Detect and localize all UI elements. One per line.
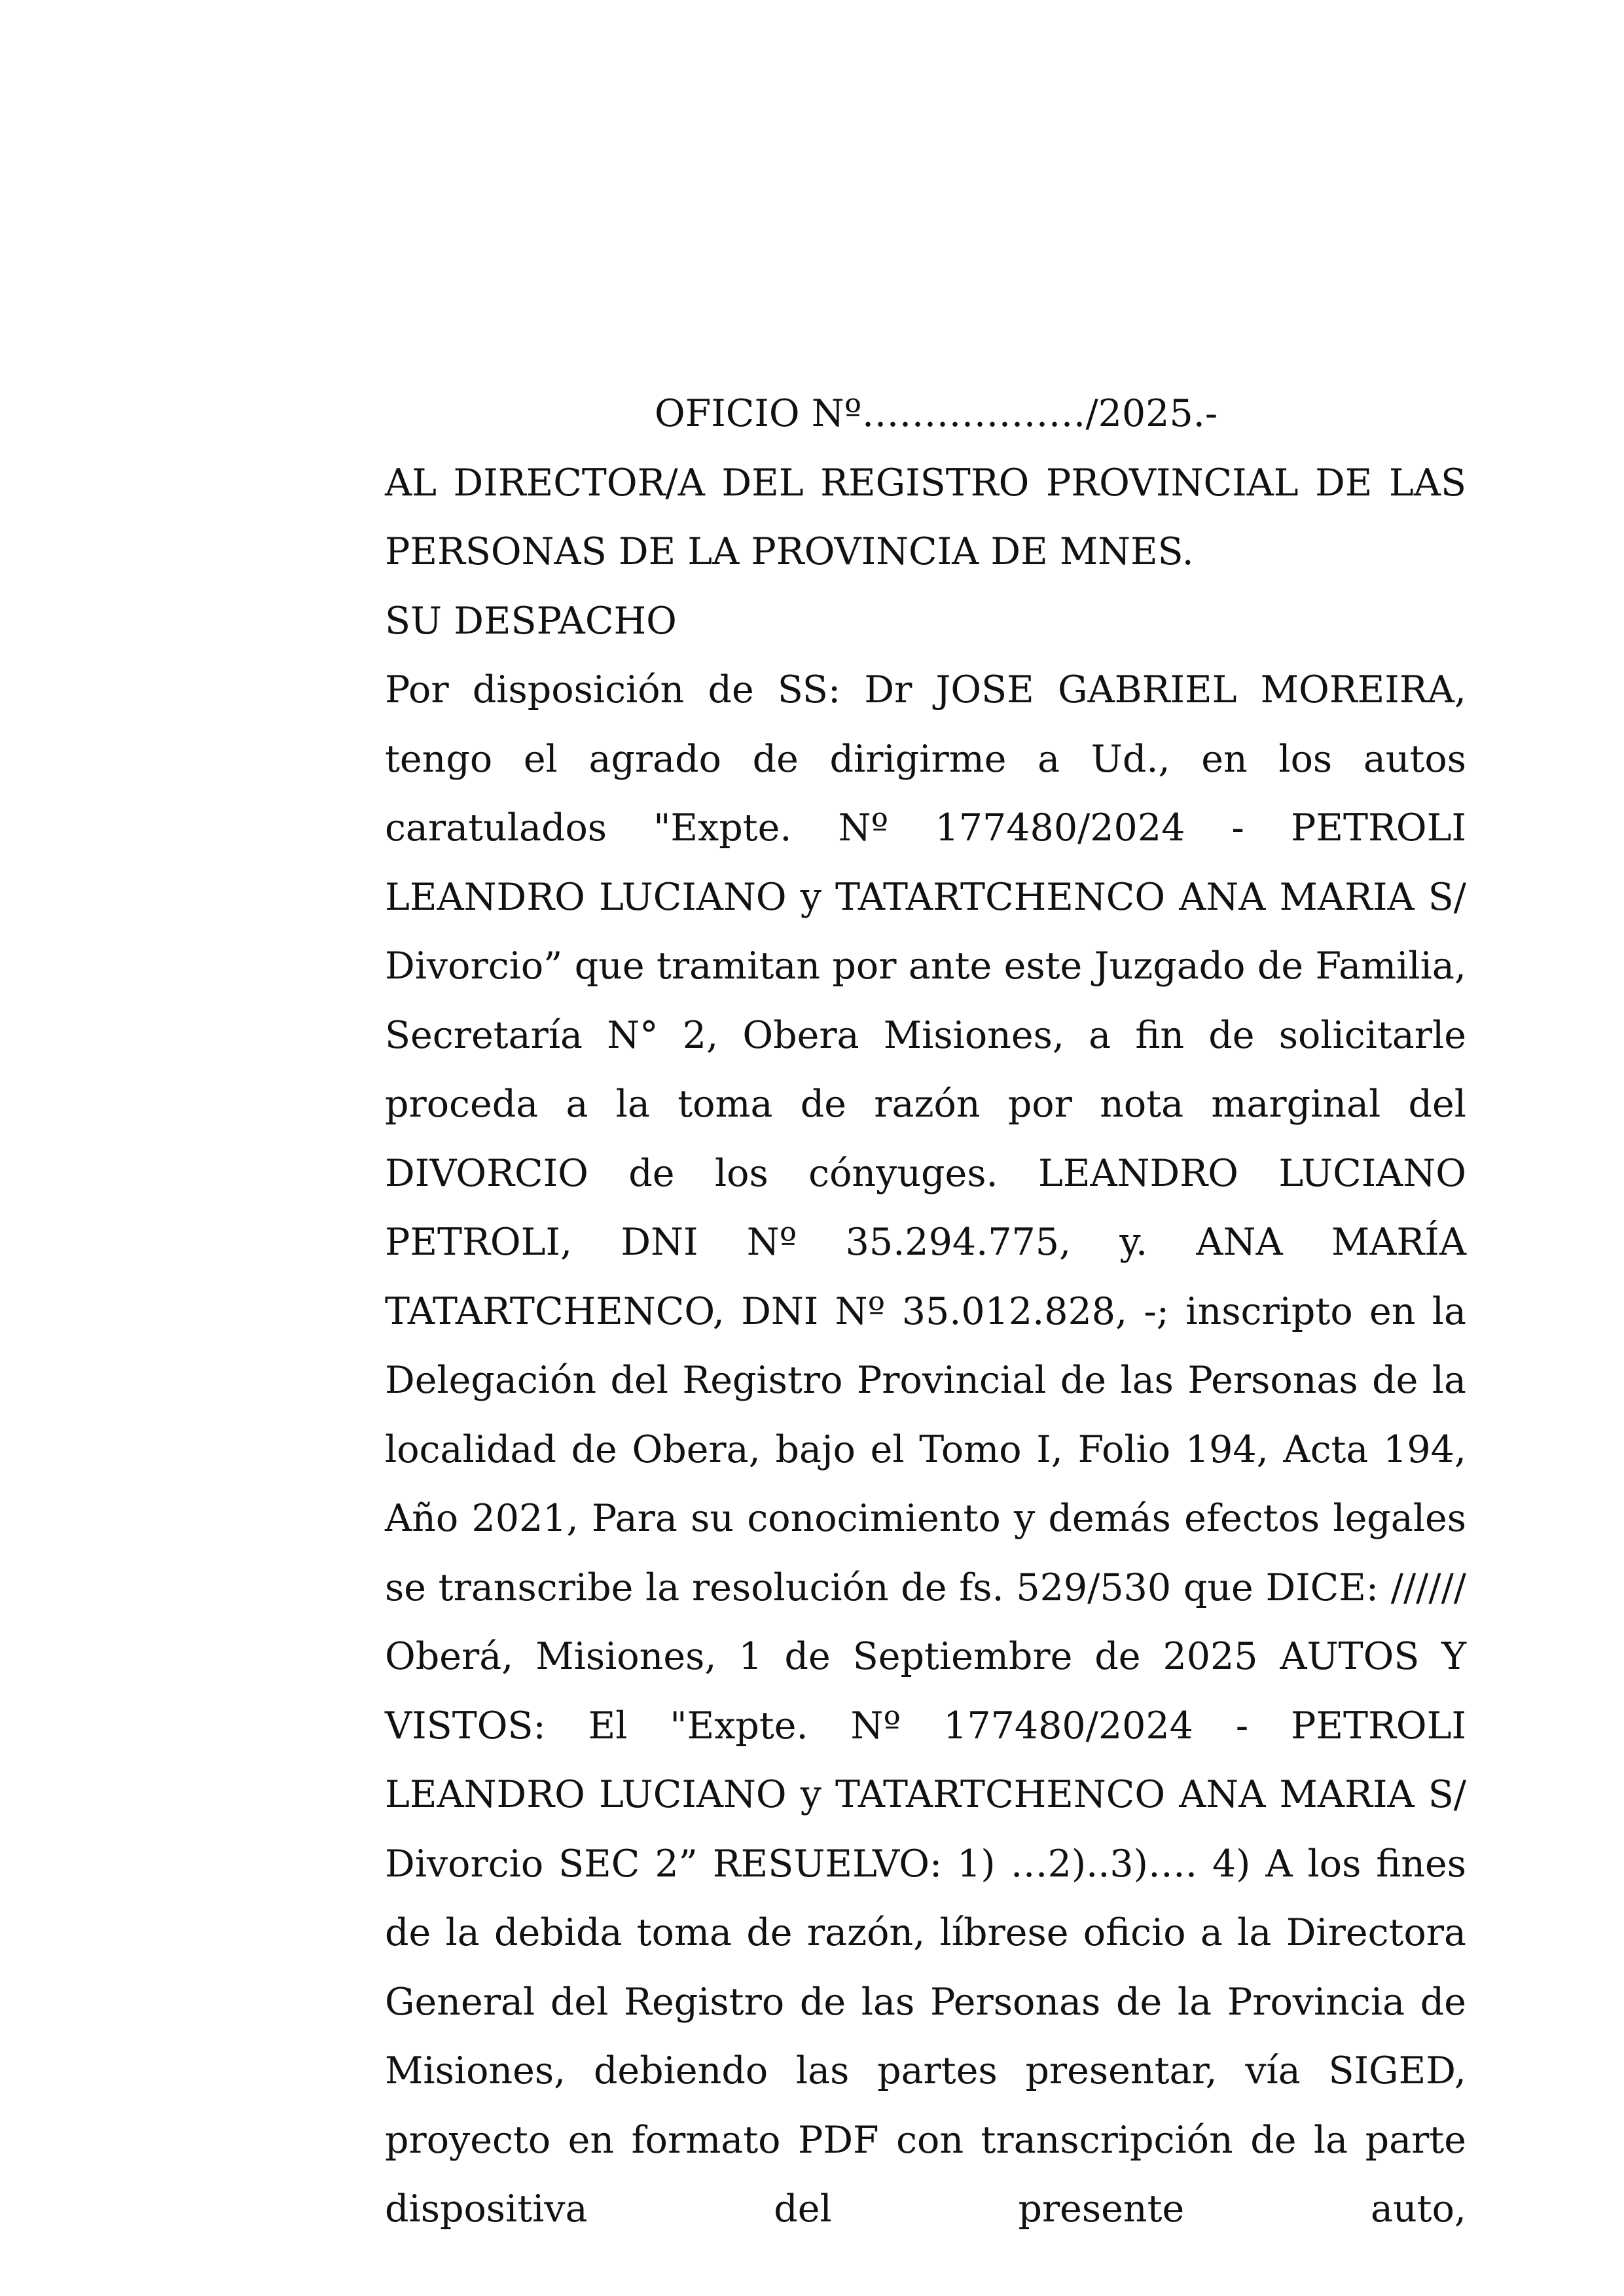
- su-despacho-heading: SU DESPACHO: [385, 599, 677, 643]
- oficio-title: OFICIO Nº………………/2025.-: [655, 392, 1218, 435]
- addressee: AL DIRECTOR/A DEL REGISTRO PROVINCIAL DE LAS PERSONAS DE LA PROVINCIA DE MNES.: [385, 461, 1466, 573]
- document-text-block: [385, 380, 1466, 2244]
- oficio-body-paragraph: Por disposición de SS: Dr JOSE GABRIEL MOREIRA, tengo el agrado de dirigirme a Ud., en los autos caratulados "Expte. Nº 177480/2024 - PETROLI LEANDRO LUCIANO y TATARTCHENCO ANA MARIA S/ Divorcio” que tramitan por ante este Juzgado de Familia, Secretaría N° 2, Obera Misiones, a fin de solicitarle proceda a la toma de razón por nota marginal del DIVORCIO de los cónyuges. LEANDRO LUCIANO PETROLI, DNI Nº 35.294.775, y. ANA MARÍA TATARTCHENCO, DNI Nº 35.012.828, -; inscripto en la Delegación del Registro Provincial de las Personas de la localidad de Obera, bajo el Tomo I, Folio 194, Acta 194, Año 2021, Para su conocimiento y demás efectos legales se transcribe la resolución de fs. 529/530 que DICE: ////// Oberá, Misiones, 1 de Septiembre de 2025 AUTOS Y VISTOS: El "Expte. Nº 177480/2024 - PETROLI LEANDRO LUCIANO y TATARTCHENCO ANA MARIA S/ Divorcio SEC 2” RESUELVO: 1) …2)..3)…. 4) A los fines de la debida toma de razón, líbrese oficio a la Directora General del Registro de las Personas de la Provincia de Misiones, debiendo las partes presentar, vía SIGED, proyecto en formato PDF con transcripción de la parte dispositiva del presente auto,: [385, 668, 1466, 2231]
